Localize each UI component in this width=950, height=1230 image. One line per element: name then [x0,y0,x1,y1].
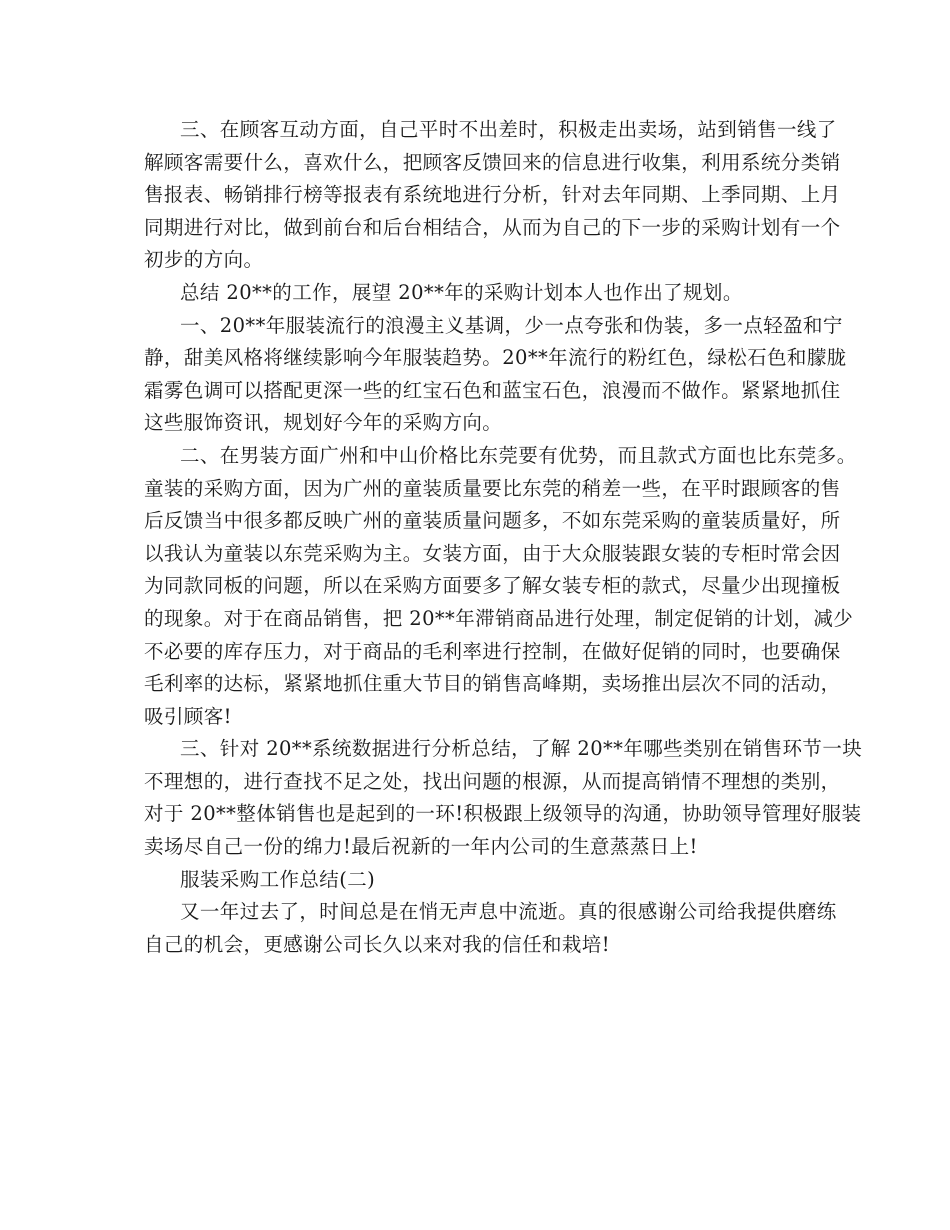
text-line: 不必要的库存压力，对于商品的毛利率进行控制，在做好促销的同时，也要确保 [144,639,841,663]
text-line: 又一年过去了，时间总是在悄无声息中流逝。真的很感谢公司给我提供磨练 [180,900,837,924]
text-line: 不理想的，进行查找不足之处，找出问题的根源，从而提高销情不理想的类别， [144,769,841,793]
text-line: 三、在顾客互动方面，自己平时不出差时，积极走出卖场，站到销售一线了 [180,118,837,141]
text-line: 霜雾色调可以搭配更深一些的红宝石色和蓝宝石色，浪漫而不做作。紧紧地抓住 [144,378,841,402]
text-line: 初步的方向。 [144,248,264,272]
text-line: 毛利率的达标，紧紧地抓住重大节目的销售高峰期，卖场推出层次不同的活动， [144,672,841,696]
text-line: 自己的机会，更感谢公司长久以来对我的信任和栽培! [144,932,610,956]
text-line: 以我认为童装以东莞采购为主。女装方面，由于大众服装跟女装的专柜时常会因 [144,541,841,565]
text-line: 静，甜美风格将继续影响今年服装趋势。20**年流行的粉红色，绿松石色和朦胧 [144,346,847,370]
text-line: 二、在男装方面广州和中山价格比东莞要有优势，而且款式方面也比东莞多。 [180,443,857,467]
text-line: 吸引顾客! [144,704,232,728]
text-line: 的现象。对于在商品销售，把 20**年滞销商品进行处理，制定促销的计划，减少 [144,606,854,630]
text-line: 后反馈当中很多都反映广州的童装质量问题多，不如东莞采购的童装质量好，所 [144,509,841,533]
text-line: 总结 20**的工作，展望 20**年的采购计划本人也作出了规划。 [180,280,743,304]
text-line: 对于 20**整体销售也是起到的一环!积极跟上级领导的沟通，协助领导管理好服装 [144,802,862,826]
text-line: 三、针对 20**系统数据进行分析总结，了解 20**年哪些类别在销售环节一块 [180,737,863,761]
text-line: 童装的采购方面，因为广州的童装质量要比东莞的稍差一些，在平时跟顾客的售 [144,476,841,500]
text-line: 卖场尽自己一份的绵力!最后祝新的一年内公司的生意蒸蒸日上! [144,835,698,859]
text-line: 解顾客需要什么，喜欢什么，把顾客反馈回来的信息进行收集，利用系统分类销 [144,150,841,174]
text-line: 为同款同板的问题，所以在采购方面要多了解女装专柜的款式，尽量少出现撞板 [144,574,841,598]
text-line: 售报表、畅销排行榜等报表有系统地进行分析，针对去年同期、上季同期、上月 [144,183,841,207]
text-line: 同期进行对比，做到前台和后台相结合，从而为自己的下一步的采购计划有一个 [144,215,841,239]
text-line: 这些服饰资讯，规划好今年的采购方向。 [144,411,503,435]
text-line: 服装采购工作总结(二) [180,867,376,891]
text-line: 一、20**年服装流行的浪漫主义基调，少一点夸张和伪装，多一点轻盈和宁 [180,313,843,337]
document-body [144,114,863,961]
